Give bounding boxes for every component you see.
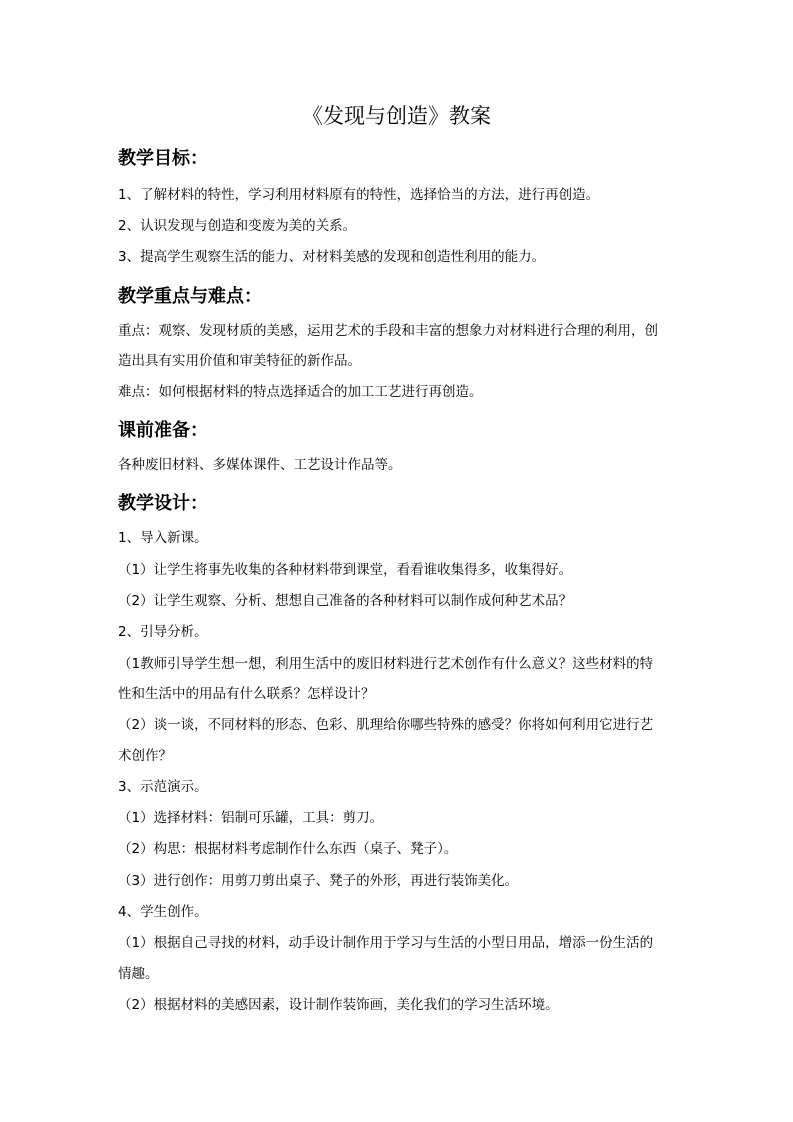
- design-line: 4、学生创作。: [118, 904, 208, 920]
- design-line: 3、示范演示。: [118, 779, 208, 795]
- design-line: 情趣。: [118, 966, 159, 982]
- objective-line: 1、了解材料的特性，学习利用材料原有的特性，选择恰当的方法，进行再创造。: [118, 187, 600, 203]
- design-line: 性和生活中的用品有什么联系？怎样设计？: [118, 686, 375, 702]
- design-line: （2）构思：根据材料考虑制作什么东西（桌子、凳子）。: [118, 841, 458, 857]
- design-line: （2）谈一谈，不同材料的形态、色彩、肌理给你哪些特殊的感受？你将如何利用它进行艺: [118, 717, 654, 733]
- preparation-line: 各种废旧材料、多媒体课件、工艺设计作品等。: [118, 457, 402, 473]
- key-point-line: 造出具有实用价值和审美特征的新作品。: [118, 353, 361, 369]
- objective-line: 3、提高学生观察生活的能力、对材料美感的发现和创造性利用的能力。: [118, 249, 546, 265]
- heading-preparation: 课前准备：: [118, 420, 208, 441]
- objective-line: 2、认识发现与创造和变废为美的关系。: [118, 218, 357, 234]
- design-line: （1）根据自己寻找的材料，动手设计制作用于学习与生活的小型日用品，增添一份生活的: [118, 935, 654, 951]
- heading-objectives: 教学目标：: [118, 148, 208, 169]
- design-line: 1、导入新课。: [118, 530, 208, 546]
- design-line: （2）让学生观察、分析、想想自己准备的各种材料可以制作成何种艺术品？: [118, 593, 573, 609]
- heading-design: 教学设计：: [118, 493, 208, 514]
- design-line: （1）让学生将事先收集的各种材料带到课堂，看看谁收集得多，收集得好。: [118, 562, 573, 578]
- document-title: 《发现与创造》教案: [302, 104, 491, 128]
- key-point-line: 难点：如何根据材料的特点选择适合的加工工艺进行再创造。: [118, 384, 483, 400]
- design-line: 2、引导分析。: [118, 624, 208, 640]
- design-line: （2）根据材料的美感因素，设计制作装饰画，美化我们的学习生活环境。: [118, 997, 559, 1013]
- design-line: （3）进行创作：用剪刀剪出桌子、凳子的外形，再进行装饰美化。: [118, 873, 519, 889]
- design-line: （1）选择材料：铝制可乐罐，工具：剪刀。: [118, 810, 384, 826]
- key-point-line: 重点：观察、发现材质的美感，运用艺术的手段和丰富的想象力对材料进行合理的利用，创: [118, 323, 658, 339]
- design-line: 术创作？: [118, 748, 172, 764]
- design-line: （1教师引导学生想一想，利用生活中的废旧材料进行艺术创作有什么意义？这些材料的特: [118, 656, 654, 672]
- heading-key-points: 教学重点与难点：: [118, 286, 262, 307]
